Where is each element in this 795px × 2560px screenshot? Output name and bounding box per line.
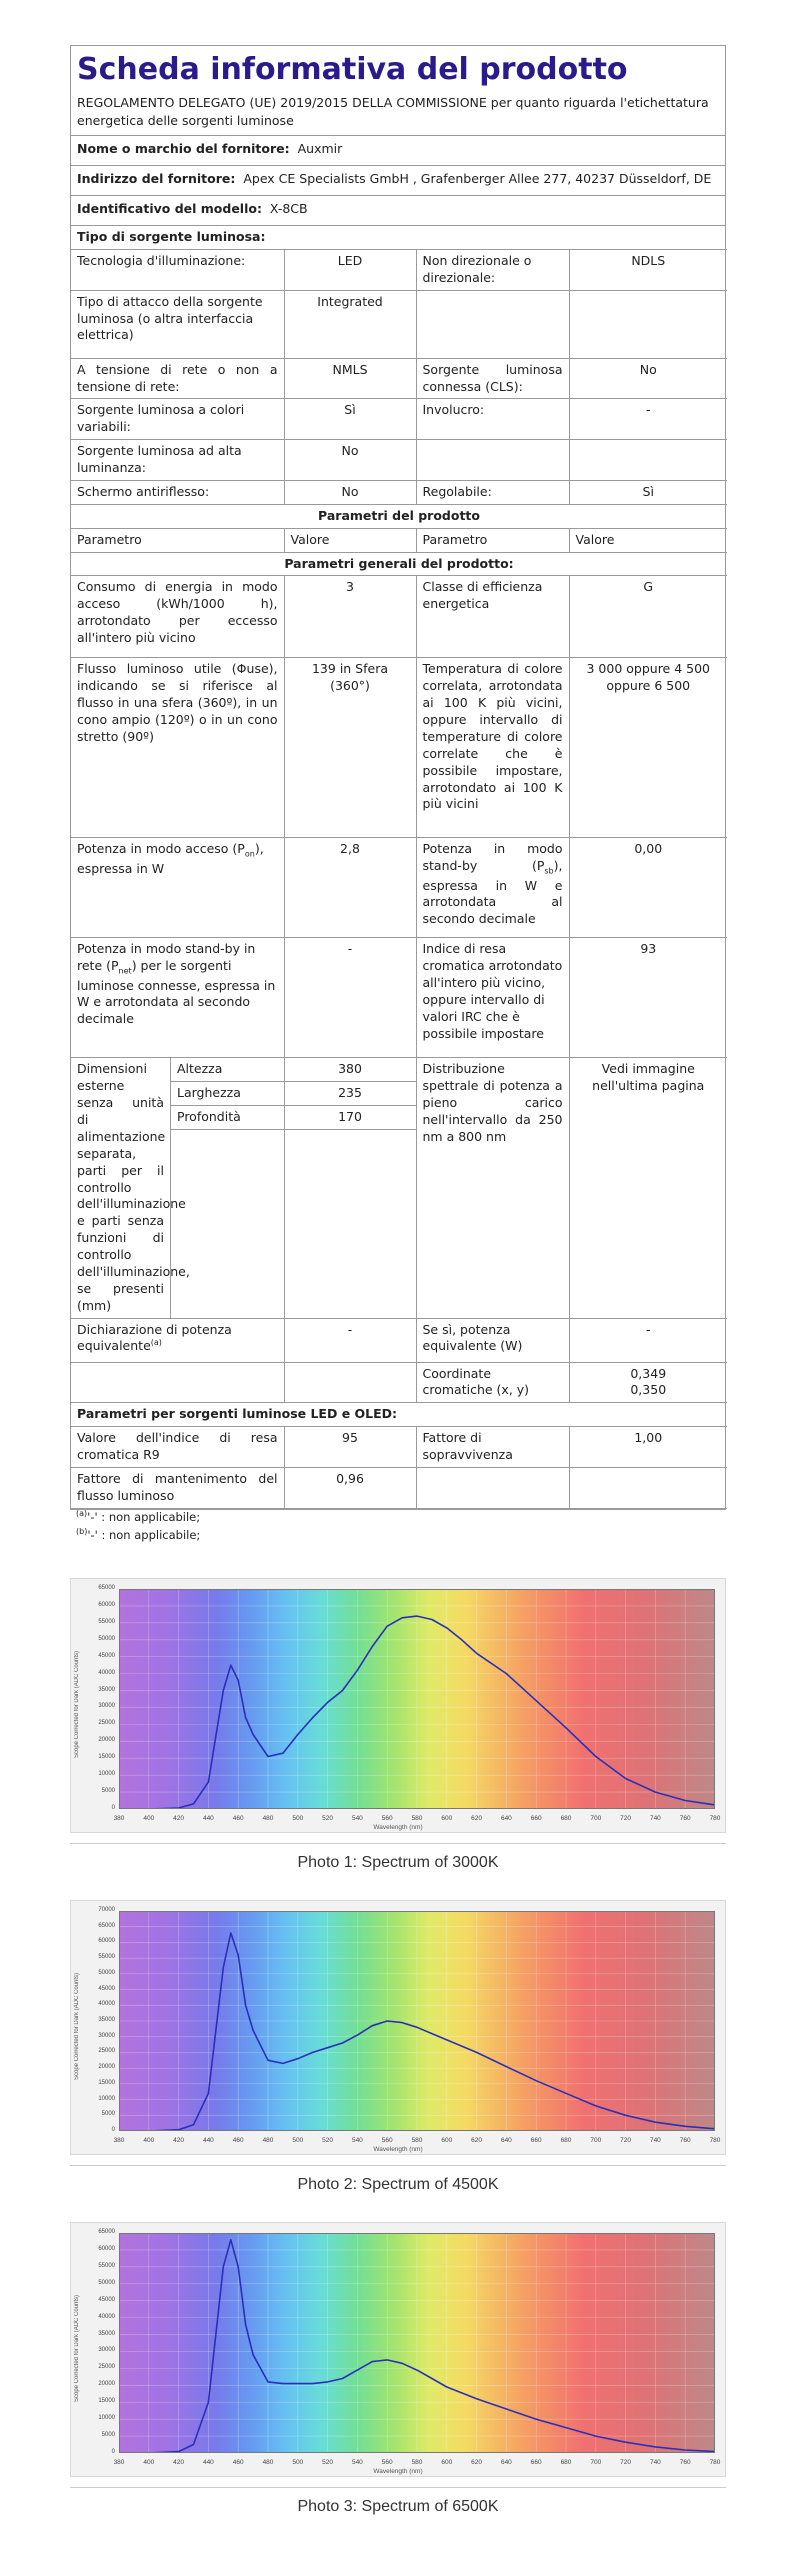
colour-tunable-label: Sorgente luminosa a colori variabili: <box>71 399 284 440</box>
x-tick-label: 680 <box>560 1815 572 1822</box>
x-tick-label: 760 <box>679 2137 691 2144</box>
equivalent-watt-label: Se sì, potenza equivalente (W) <box>416 1318 569 1362</box>
x-tick-label: 640 <box>500 2137 512 2144</box>
anti-glare-value: No <box>284 480 416 504</box>
lumen-maintenance-label: Fattore di mantenimento del flusso luminoso <box>71 1467 284 1508</box>
general-params-heading: Parametri generali del prodotto: <box>71 552 727 576</box>
table-row <box>71 576 727 658</box>
spectrum-chart-3 <box>119 2233 715 2453</box>
y-tick-label: 10000 <box>98 1771 115 1778</box>
y-tick-label: 30000 <box>98 2032 115 2039</box>
x-tick-label: 720 <box>620 2137 632 2144</box>
y-tick-label: 20000 <box>98 1737 115 1744</box>
x-tick-label: 780 <box>709 1815 721 1822</box>
x-tick-label: 700 <box>590 2459 602 2466</box>
x-tick-label: 600 <box>441 1815 453 1822</box>
x-tick-label: 620 <box>471 2137 483 2144</box>
column-header-value: Valore <box>569 528 727 552</box>
table-row <box>71 399 727 440</box>
y-tick-label: 35000 <box>98 2330 115 2337</box>
x-tick-label: 660 <box>530 1815 542 1822</box>
empty-cell <box>569 1467 727 1508</box>
table-row <box>71 358 727 399</box>
y-axis-title: Scope Corrected for Dark (ADC Counts) <box>74 1650 80 1758</box>
chromaticity-label: Coordinate cromatiche (x, y) <box>416 1362 569 1403</box>
dimension-width-label: Larghezza <box>171 1082 284 1106</box>
chart-frame <box>70 1578 726 1833</box>
y-tick-label: 25000 <box>98 2364 115 2371</box>
efficiency-class-label: Classe di efficienza energetica <box>416 576 569 658</box>
table-row <box>71 440 727 481</box>
x-tick-label: 580 <box>411 2137 423 2144</box>
directional-value: NDLS <box>569 249 727 290</box>
cap-type-label: Tipo di attacco della sorgente luminosa (o altra interfaccia elettrica) <box>71 290 284 358</box>
y-tick-label: 20000 <box>98 2064 115 2071</box>
table-header-row <box>71 528 727 552</box>
empty-cell <box>569 290 727 358</box>
x-tick-label: 540 <box>351 2137 363 2144</box>
x-tick-label: 420 <box>173 2137 185 2144</box>
x-tick-label: 380 <box>113 2459 125 2466</box>
x-tick-label: 640 <box>500 2459 512 2466</box>
spectrum-chart-1 <box>119 1589 715 1809</box>
supplier-name-value: Auxmir <box>297 141 343 156</box>
y-tick-label: 15000 <box>98 2079 115 2086</box>
useful-flux-value: 139 in Sfera (360°) <box>284 658 416 838</box>
spectral-distribution-value: Vedi immagine nell'ultima pagina <box>569 1058 727 1318</box>
x-tick-label: 520 <box>322 2137 334 2144</box>
x-tick-label: 780 <box>709 2137 721 2144</box>
dimensions-cell <box>71 1058 284 1318</box>
lumen-maintenance-value: 0,96 <box>284 1467 416 1508</box>
dimension-values-cell <box>284 1058 416 1318</box>
x-tick-label: 460 <box>232 2459 244 2466</box>
column-header-parameter: Parametro <box>416 528 569 552</box>
mains-value: NMLS <box>284 358 416 399</box>
led-params-heading: Parametri per sorgenti luminose LED e OLED: <box>71 1403 727 1427</box>
y-axis-title: Scope Corrected for Dark (ADC Counts) <box>74 1972 80 2080</box>
y-tick-label: 55000 <box>98 1618 115 1625</box>
x-tick-label: 560 <box>381 1815 393 1822</box>
x-tick-label: 420 <box>173 1815 185 1822</box>
x-tick-label: 520 <box>322 2459 334 2466</box>
on-mode-power-label: Potenza in modo acceso $(P_{on})$, espressa in W <box>71 838 284 938</box>
x-axis-title: Wavelength (nm) <box>373 2146 423 2153</box>
x-tick-label: 680 <box>560 2137 572 2144</box>
x-tick-label: 380 <box>113 2137 125 2144</box>
y-tick-label: 10000 <box>98 2095 115 2102</box>
y-axis-title: Scope Corrected for Dark (ADC Counts) <box>74 2294 80 2402</box>
footnote-a: $^{(a)}$'-' : non applicabile; <box>76 1509 201 1524</box>
directional-label: Non direzionale o direzionale: <box>416 249 569 290</box>
regulation-subtitle: REGOLAMENTO DELEGATO (UE) 2019/2015 DELLA COMMISSIONE per quanto riguarda l'etichettatura energetica delle sorgenti luminose <box>77 95 709 128</box>
x-tick-label: 380 <box>113 1815 125 1822</box>
y-tick-label: 15000 <box>98 1754 115 1761</box>
x-tick-label: 680 <box>560 2459 572 2466</box>
y-tick-label: 30000 <box>98 1703 115 1710</box>
high-luminance-label: Sorgente luminosa ad alta luminanza: <box>71 440 284 481</box>
x-tick-label: 480 <box>262 2459 274 2466</box>
y-tick-label: 10000 <box>98 2415 115 2422</box>
x-tick-label: 620 <box>471 1815 483 1822</box>
x-tick-label: 540 <box>351 1815 363 1822</box>
x-tick-label: 400 <box>143 2137 155 2144</box>
y-tick-label: 55000 <box>98 2262 115 2269</box>
dimension-height-value: 380 <box>285 1058 416 1082</box>
x-tick-label: 500 <box>292 1815 304 1822</box>
y-tick-label: 20000 <box>98 2381 115 2388</box>
equivalent-power-value: - <box>284 1318 416 1362</box>
survival-factor-value: 1,00 <box>569 1427 727 1468</box>
x-tick-label: 660 <box>530 2459 542 2466</box>
x-tick-label: 560 <box>381 2459 393 2466</box>
table-row <box>71 1058 727 1318</box>
x-tick-label: 700 <box>590 2137 602 2144</box>
x-tick-label: 760 <box>679 2459 691 2466</box>
dimension-width-value: 235 <box>285 1082 416 1106</box>
spectral-distribution-label: Distribuzione spettrale di potenza a pieno carico nell'intervallo da 250 nm a 800 nm <box>416 1058 569 1318</box>
y-tick-label: 25000 <box>98 1720 115 1727</box>
envelope-value: - <box>569 399 727 440</box>
x-tick-label: 440 <box>202 2459 214 2466</box>
x-tick-label: 500 <box>292 2459 304 2466</box>
high-luminance-value: No <box>284 440 416 481</box>
y-tick-label: 0 <box>111 1805 115 1811</box>
source-type-heading: Tipo di sorgente luminosa: <box>71 226 727 249</box>
chart-frame <box>70 1900 726 2155</box>
r9-label: Valore dell'indice di resa cromatica R9 <box>71 1427 284 1468</box>
x-tick-label: 480 <box>262 2137 274 2144</box>
chromaticity-value: 0,349 0,350 <box>569 1362 727 1403</box>
empty-cell <box>416 1467 569 1508</box>
networked-standby-label: Potenza in modo stand-by in rete $(P_{net})$ per le sorgenti luminose connesse, espressa in W e arrotondata al secondo decimale <box>71 938 284 1058</box>
x-tick-label: 560 <box>381 2137 393 2144</box>
x-axis-title: Wavelength (nm) <box>373 2468 423 2475</box>
supplier-name-label: Nome o marchio del fornitore: <box>77 141 290 156</box>
mains-label: A tensione di rete o non a tensione di rete: <box>71 358 284 399</box>
product-information-sheet <box>70 45 726 1510</box>
energy-consumption-value: 3 <box>284 576 416 658</box>
y-tick-label: 25000 <box>98 2048 115 2055</box>
photo-caption-1: Photo 1: Spectrum of 3000K <box>70 1843 726 1873</box>
x-tick-label: 540 <box>351 2459 363 2466</box>
x-tick-label: 400 <box>143 1815 155 1822</box>
y-tick-label: 55000 <box>98 1954 115 1961</box>
x-tick-label: 440 <box>202 1815 214 1822</box>
x-axis-title: Wavelength (nm) <box>373 1824 423 1831</box>
table-row <box>71 480 727 504</box>
chart-frame <box>70 2222 726 2477</box>
x-tick-label: 460 <box>232 1815 244 1822</box>
on-mode-power-value: 2,8 <box>284 838 416 938</box>
x-tick-label: 600 <box>441 2137 453 2144</box>
y-tick-label: 45000 <box>98 1985 115 1992</box>
spectrum-photo-1 <box>70 1578 726 1873</box>
y-tick-label: 5000 <box>101 2432 115 2439</box>
x-tick-label: 660 <box>530 2137 542 2144</box>
y-tick-label: 0 <box>111 2449 115 2455</box>
y-tick-label: 5000 <box>101 1788 115 1795</box>
y-tick-label: 30000 <box>98 2347 115 2354</box>
y-tick-label: 35000 <box>98 2017 115 2023</box>
empty-cell <box>284 1362 416 1403</box>
supplier-address-row <box>71 166 725 196</box>
supplier-name-row <box>71 136 725 166</box>
y-tick-label: 0 <box>111 2127 115 2133</box>
anti-glare-label: Schermo antiriflesso: <box>71 480 284 504</box>
parameters-table <box>71 226 727 1509</box>
y-tick-label: 40000 <box>98 1669 115 1676</box>
standby-power-label: Potenza in modo stand-by $(P_{sb})$, espressa in W e arrotondata al secondo decimale <box>416 838 569 938</box>
useful-flux-label: Flusso luminoso utile (Φuse), indicando se si riferisce al flusso in una sfera (360º), in un cono ampio (120º) o in un cono stretto (90º) <box>71 658 284 838</box>
x-tick-label: 520 <box>322 1815 334 1822</box>
x-tick-label: 480 <box>262 1815 274 1822</box>
y-tick-label: 60000 <box>98 2245 115 2252</box>
x-tick-label: 580 <box>411 2459 423 2466</box>
photo-caption-2: Photo 2: Spectrum of 4500K <box>70 2165 726 2195</box>
table-row <box>71 1427 727 1468</box>
photo-caption-3: Photo 3: Spectrum of 6500K <box>70 2487 726 2517</box>
dimension-depth-value: 170 <box>285 1106 416 1130</box>
dimension-height-label: Altezza <box>171 1058 284 1082</box>
supplier-address-value: Apex CE Specialists GmbH , Grafenberger Allee 277, 40237 Düsseldorf, DE <box>243 171 712 186</box>
model-id-value: X-8CB <box>269 201 308 216</box>
dimmable-label: Regolabile: <box>416 480 569 504</box>
title-block <box>71 46 725 136</box>
y-tick-label: 45000 <box>98 2296 115 2303</box>
table-row <box>71 838 727 938</box>
networked-standby-value: - <box>284 938 416 1058</box>
x-tick-label: 740 <box>649 2137 661 2144</box>
connected-value: No <box>569 358 727 399</box>
page-title: Scheda informativa del prodotto <box>77 52 628 87</box>
spectrum-photo-3 <box>70 2222 726 2517</box>
x-tick-label: 440 <box>202 2137 214 2144</box>
x-tick-label: 600 <box>441 2459 453 2466</box>
table-row <box>71 1318 727 1362</box>
x-tick-label: 420 <box>173 2459 185 2466</box>
supplier-address-label: Indirizzo del fornitore: <box>77 171 236 186</box>
efficiency-class-value: G <box>569 576 727 658</box>
empty-cell <box>569 440 727 481</box>
x-tick-label: 500 <box>292 2137 304 2144</box>
model-id-label: Identificativo del modello: <box>77 201 262 216</box>
y-tick-label: 5000 <box>101 2111 115 2118</box>
table-row <box>71 290 727 358</box>
footnotes <box>76 1508 200 1545</box>
y-tick-label: 65000 <box>98 1585 115 1591</box>
y-tick-label: 35000 <box>98 1686 115 1693</box>
r9-value: 95 <box>284 1427 416 1468</box>
y-tick-label: 15000 <box>98 2398 115 2405</box>
y-tick-label: 40000 <box>98 2313 115 2320</box>
y-tick-label: 40000 <box>98 2001 115 2008</box>
empty-cell <box>416 290 569 358</box>
table-row <box>71 658 727 838</box>
product-params-heading: Parametri del prodotto <box>71 504 727 528</box>
x-tick-label: 460 <box>232 2137 244 2144</box>
equivalent-watt-value: - <box>569 1318 727 1362</box>
x-tick-label: 780 <box>709 2459 721 2466</box>
y-tick-label: 45000 <box>98 1652 115 1659</box>
dimension-depth-label: Profondità <box>171 1106 284 1130</box>
x-tick-label: 700 <box>590 1815 602 1822</box>
x-tick-label: 740 <box>649 1815 661 1822</box>
envelope-label: Involucro: <box>416 399 569 440</box>
y-tick-label: 50000 <box>98 2279 115 2286</box>
spectrum-photo-2 <box>70 1900 726 2195</box>
x-tick-label: 580 <box>411 1815 423 1822</box>
table-row <box>71 1362 727 1403</box>
y-tick-label: 50000 <box>98 1969 115 1976</box>
y-tick-label: 65000 <box>98 2229 115 2235</box>
column-header-value: Valore <box>284 528 416 552</box>
y-tick-label: 50000 <box>98 1635 115 1642</box>
colour-rendering-label: Indice di resa cromatica arrotondato all'intero più vicino, oppure intervallo di valori IRC che è possibile impostare <box>416 938 569 1058</box>
y-tick-label: 70000 <box>98 1907 115 1913</box>
spectrum-chart-2 <box>119 1911 715 2131</box>
x-tick-label: 640 <box>500 1815 512 1822</box>
column-header-parameter: Parametro <box>71 528 284 552</box>
empty-cell <box>416 440 569 481</box>
equivalent-power-label: Dichiarazione di potenza equivalente$^{(a)}$ <box>71 1318 284 1362</box>
dimmable-value: Sì <box>569 480 727 504</box>
dimensions-label: Dimensioni esterne senza unità di alimentazione separata, parti per il controllo dell'illuminazione e parti senza funzioni di controllo dell'illuminazione, se presenti (mm) <box>71 1058 171 1317</box>
x-tick-label: 720 <box>620 1815 632 1822</box>
table-row <box>71 1467 727 1508</box>
empty-cell <box>71 1362 284 1403</box>
x-tick-label: 400 <box>143 2459 155 2466</box>
y-tick-label: 60000 <box>98 1601 115 1608</box>
footnote-b: $^{(b)}$'-' : non applicabile; <box>76 1527 201 1543</box>
colour-temperature-value: 3 000 oppure 4 500 oppure 6 500 <box>569 658 727 838</box>
standby-power-value: 0,00 <box>569 838 727 938</box>
energy-consumption-label: Consumo di energia in modo acceso (kWh/1000 h), arrotondato per eccesso all'intero più vicino <box>71 576 284 658</box>
x-tick-label: 760 <box>679 1815 691 1822</box>
cap-type-value: Integrated <box>284 290 416 358</box>
y-tick-label: 60000 <box>98 1938 115 1945</box>
model-id-row <box>71 196 725 226</box>
y-tick-label: 65000 <box>98 1922 115 1929</box>
colour-tunable-value: Sì <box>284 399 416 440</box>
x-tick-label: 740 <box>649 2459 661 2466</box>
connected-label: Sorgente luminosa connessa (CLS): <box>416 358 569 399</box>
lighting-technology-label: Tecnologia d'illuminazione: <box>71 249 284 290</box>
colour-rendering-value: 93 <box>569 938 727 1058</box>
x-tick-label: 720 <box>620 2459 632 2466</box>
table-row <box>71 938 727 1058</box>
colour-temperature-label: Temperatura di colore correlata, arrotondata ai 100 K più vicini, oppure intervallo di temperature di colore correlate che è possibile impostare, arrotondato ai 100 K più vicini <box>416 658 569 838</box>
x-tick-label: 620 <box>471 2459 483 2466</box>
lighting-technology-value: LED <box>284 249 416 290</box>
table-row <box>71 249 727 290</box>
survival-factor-label: Fattore di sopravvivenza <box>416 1427 569 1468</box>
